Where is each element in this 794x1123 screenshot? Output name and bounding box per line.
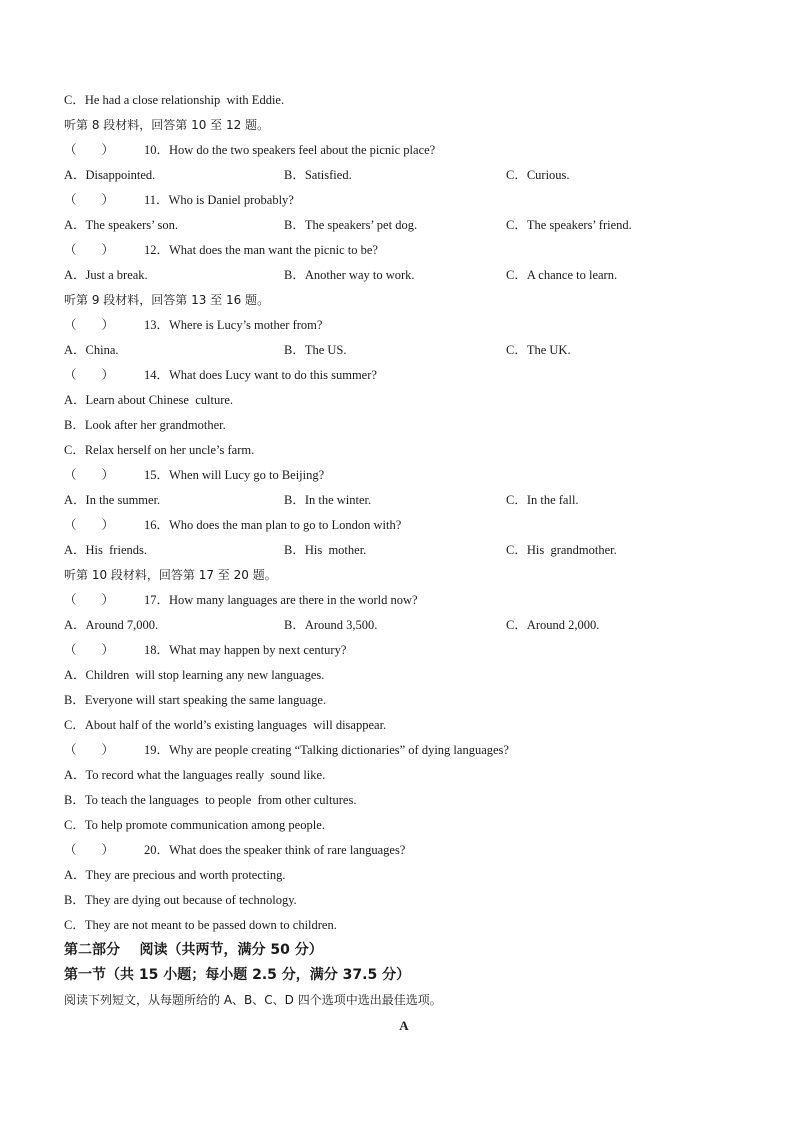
option-a: A．China. [64, 343, 119, 357]
passage-label: A [399, 1018, 409, 1033]
option-a: A．Around 7,000. [64, 618, 159, 632]
option-b: B．Another way to work. [284, 268, 415, 282]
answer-blank[interactable]: （ ） [64, 743, 115, 757]
answer-blank[interactable]: （ ） [64, 193, 115, 207]
question [64, 738, 744, 763]
option-a: A．Disappointed. [64, 168, 156, 182]
section-instruction: 听第 10 段材料，回答第 17 至 20 题。 [64, 568, 277, 582]
option-line: C．To help promote communication among people. [64, 818, 325, 832]
option-c: C．Curious. [506, 168, 570, 182]
answer-blank[interactable]: （ ） [64, 243, 115, 257]
question [64, 838, 744, 863]
option-c: C．In the fall. [506, 493, 579, 507]
answer-blank[interactable]: （ ） [64, 368, 115, 382]
exam-page-content [64, 88, 744, 1038]
option-row [64, 488, 744, 513]
option-c: C．A chance to learn. [506, 268, 618, 282]
question-text: 10．How do the two speakers feel about the picnic place? [144, 143, 436, 157]
answer-blank[interactable]: （ ） [64, 843, 115, 857]
question [64, 188, 744, 213]
option-row [64, 263, 744, 288]
section-instruction: 阅读下列短文，从每题所给的 A、B、C、D 四个选项中选出最佳选项。 [64, 993, 442, 1007]
question-text: 14．What does Lucy want to do this summer? [144, 368, 377, 382]
option-b: B．In the winter. [284, 493, 372, 507]
option-row [64, 163, 744, 188]
section-instruction: 听第 9 段材料，回答第 13 至 16 题。 [64, 293, 270, 307]
option-c: C．The speakers’ friend. [506, 218, 632, 232]
section-heading: 第二部分 阅读（共两节，满分 50 分） [64, 942, 323, 958]
question-text: 13．Where is Lucy’s mother from? [144, 318, 323, 332]
option-line: A．Learn about Chinese culture. [64, 393, 234, 407]
answer-blank[interactable]: （ ） [64, 468, 115, 482]
option-b: B．Satisfied. [284, 168, 352, 182]
option-line: C．He had a close relationship with Eddie. [64, 93, 285, 107]
question-text: 18．What may happen by next century? [144, 643, 347, 657]
option-line: B．Look after her grandmother. [64, 418, 226, 432]
question [64, 638, 744, 663]
option-line: B．Everyone will start speaking the same language. [64, 693, 327, 707]
option-a: A．In the summer. [64, 493, 161, 507]
option-c: C．His grandmother. [506, 543, 617, 557]
question-text: 11．Who is Daniel probably? [144, 193, 294, 207]
question [64, 513, 744, 538]
option-line: A．To record what the languages really sound like. [64, 768, 326, 782]
option-line: C．They are not meant to be passed down to children. [64, 918, 337, 932]
question [64, 238, 744, 263]
option-line: B．To teach the languages to people from other cultures. [64, 793, 357, 807]
option-line: C．About half of the world’s existing languages will disappear. [64, 718, 387, 732]
option-b: B．Around 3,500. [284, 618, 378, 632]
question [64, 138, 744, 163]
option-c: C．Around 2,000. [506, 618, 600, 632]
question-text: 15．When will Lucy go to Beijing? [144, 468, 325, 482]
option-line: A．They are precious and worth protecting. [64, 868, 286, 882]
answer-blank[interactable]: （ ） [64, 318, 115, 332]
question-text: 12．What does the man want the picnic to be? [144, 243, 378, 257]
option-b: B．The US. [284, 343, 347, 357]
question-text: 19．Why are people creating “Talking dictionaries” of dying languages? [144, 743, 509, 757]
question-text: 16．Who does the man plan to go to London with? [144, 518, 402, 532]
option-b: B．The speakers’ pet dog. [284, 218, 418, 232]
section-heading: 第一节（共 15 小题；每小题 2.5 分，满分 37.5 分） [64, 967, 411, 983]
question [64, 313, 744, 338]
option-line: B．They are dying out because of technology. [64, 893, 297, 907]
question-text: 17．How many languages are there in the world now? [144, 593, 418, 607]
question [64, 363, 744, 388]
option-row [64, 538, 744, 563]
option-a: A．The speakers’ son. [64, 218, 178, 232]
section-instruction: 听第 8 段材料，回答第 10 至 12 题。 [64, 118, 270, 132]
option-c: C．The UK. [506, 343, 571, 357]
answer-blank[interactable]: （ ） [64, 643, 115, 657]
option-a: A．Just a break. [64, 268, 148, 282]
option-b: B．His mother. [284, 543, 367, 557]
question [64, 588, 744, 613]
question [64, 463, 744, 488]
option-row [64, 338, 744, 363]
option-a: A．His friends. [64, 543, 147, 557]
answer-blank[interactable]: （ ） [64, 143, 115, 157]
answer-blank[interactable]: （ ） [64, 593, 115, 607]
option-line: C．Relax herself on her uncle’s farm. [64, 443, 255, 457]
answer-blank[interactable]: （ ） [64, 518, 115, 532]
question-text: 20．What does the speaker think of rare languages? [144, 843, 406, 857]
option-row [64, 213, 744, 238]
option-line: A．Children will stop learning any new languages. [64, 668, 325, 682]
option-row [64, 613, 744, 638]
